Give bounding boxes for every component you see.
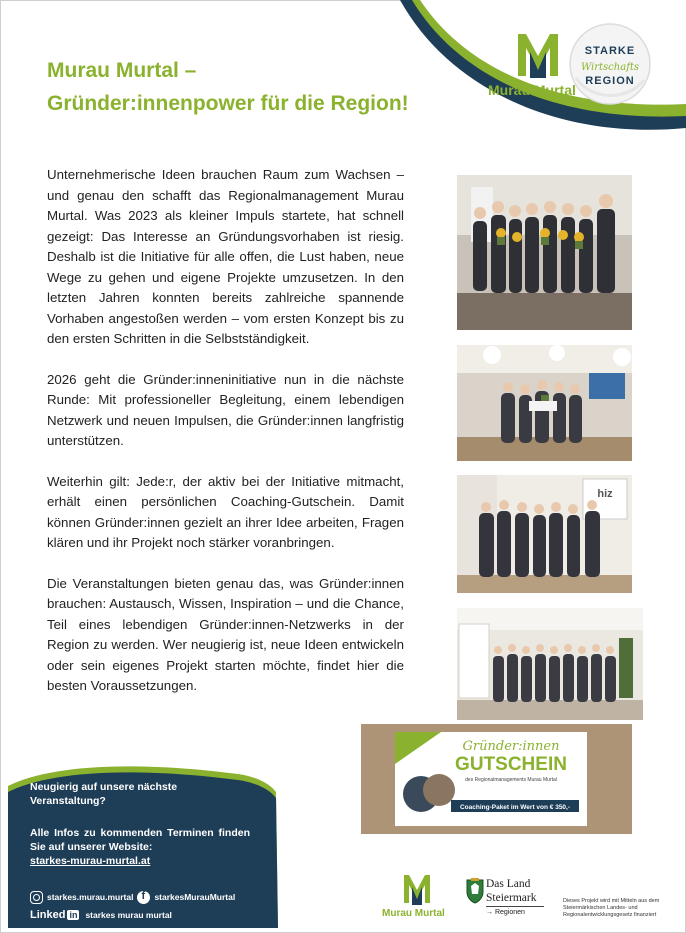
photo-group-hiz: [457, 475, 632, 593]
website-link[interactable]: starkes-murau-murtal.at: [30, 855, 151, 867]
svg-text:hiz: hiz: [597, 488, 613, 500]
title-line-2: Gründer:innenpower für die Region!: [47, 92, 409, 115]
cta-content: [30, 780, 250, 868]
funding-notice: Dieses Projekt wird mit Mitteln aus dem Steiermärkischen Landes- und Regionalentwicklungsgesetz finanziert: [563, 898, 660, 918]
paragraph-3: Weiterhin gilt: Jede:r, der aktiv bei der Initiative mitmacht, erhält einen persönlichen Coaching-Gutschein. Damit können Gründer:innen gezielt an ihrer Idee arbeiten, Fragen klären und ihr Projekt noch stärker voranbringen.: [47, 473, 404, 550]
footer-brand-text: Murau Murtal: [382, 908, 445, 919]
facebook-icon[interactable]: [137, 891, 150, 904]
badge-line-1: STARKE: [584, 45, 636, 57]
article-body: [47, 165, 404, 717]
starke-region-badge: [566, 20, 654, 108]
voucher-value: Coaching-Paket im Wert von € 350,-: [459, 804, 571, 811]
instagram-icon[interactable]: [30, 891, 43, 904]
voucher-title-script: Gründer:innen: [462, 739, 560, 754]
land-line-2: Steiermark: [486, 892, 537, 904]
land-regionen: → Regionen: [486, 909, 525, 916]
paragraph-4: Die Veranstaltungen bieten genau das, was Gründer:innen brauchen: Austausch, Wissen, Inspiration – und die Chance, Teil eines lebendigen Gründer:innen-Netzwerks in der Region zu werden. Wer neugierig ist, neue Ideen entwickeln oder sein eigenes Projekt starten möchte, findet hier die besten Voraussetzungen.: [47, 575, 404, 693]
linkedin-handle[interactable]: starkes murau murtal: [85, 910, 172, 920]
voucher-photo: [361, 724, 632, 834]
coat-of-arms-icon: [466, 878, 484, 904]
paragraph-2: 2026 geht die Gründer:inneninitiative nun in die nächste Runde: Mit professioneller Begleitung, einem lebendigen Netzwerk und neuen Impulsen, die Gründer:innen langfristig unterstützen.: [47, 371, 404, 448]
instagram-handle[interactable]: starkes.murau.murtal: [47, 892, 134, 902]
voucher-title-main: GUTSCHEIN: [455, 754, 567, 775]
cta-question: Neugierig auf unsere nächste Veranstaltung?: [30, 781, 178, 807]
footer-murau-murtal-logo: [382, 873, 452, 923]
land-steiermark-logo: [466, 876, 546, 922]
page-title: [47, 54, 409, 120]
cta-info: [30, 826, 250, 868]
linkedin-icon[interactable]: in: [69, 910, 78, 920]
badge-line-3: REGION: [585, 75, 635, 87]
land-divider: [486, 906, 544, 907]
photo-large-group: [457, 608, 643, 720]
logo-brand-text: Murau Murtal: [488, 82, 576, 98]
cta-info-text: Alle Infos zu kommenden Terminen finden Sie auf unserer Website:: [30, 827, 250, 853]
land-line-1: Das Land: [486, 878, 531, 890]
linkedin-wordmark[interactable]: Linked: [30, 909, 66, 921]
title-line-1: Murau Murtal –: [47, 59, 197, 82]
badge-line-2: Wirtschafts: [580, 62, 640, 73]
photo-group-flowers: [457, 175, 632, 330]
voucher-subtitle: des Regionalmanagements Murau Murtal: [465, 777, 557, 783]
footer-mm-logo-icon: [382, 873, 452, 907]
photo-group-room: [457, 345, 632, 461]
social-links: [30, 888, 235, 924]
paragraph-1: Unternehmerische Ideen brauchen Raum zum Wachsen – und genau den schafft das Regionalmanagement Murau Murtal. Was 2023 als kleiner Impuls startete, hat schnell gezeigt: Das Interesse an Gründungsvorhaben ist riesig. Deshalb ist die Initiative für alle offen, die Lust haben, neue Wege zu gehen und eigene Projekte umzusetzen. In den letzten Jahren konnten bereits zahlreiche spannende Vorhaben angestoßen werden – vom ersten Konzept bis zu den ersten Schritten in die Selbstständigkeit.: [47, 167, 404, 346]
facebook-handle[interactable]: starkesMurauMurtal: [154, 892, 236, 902]
